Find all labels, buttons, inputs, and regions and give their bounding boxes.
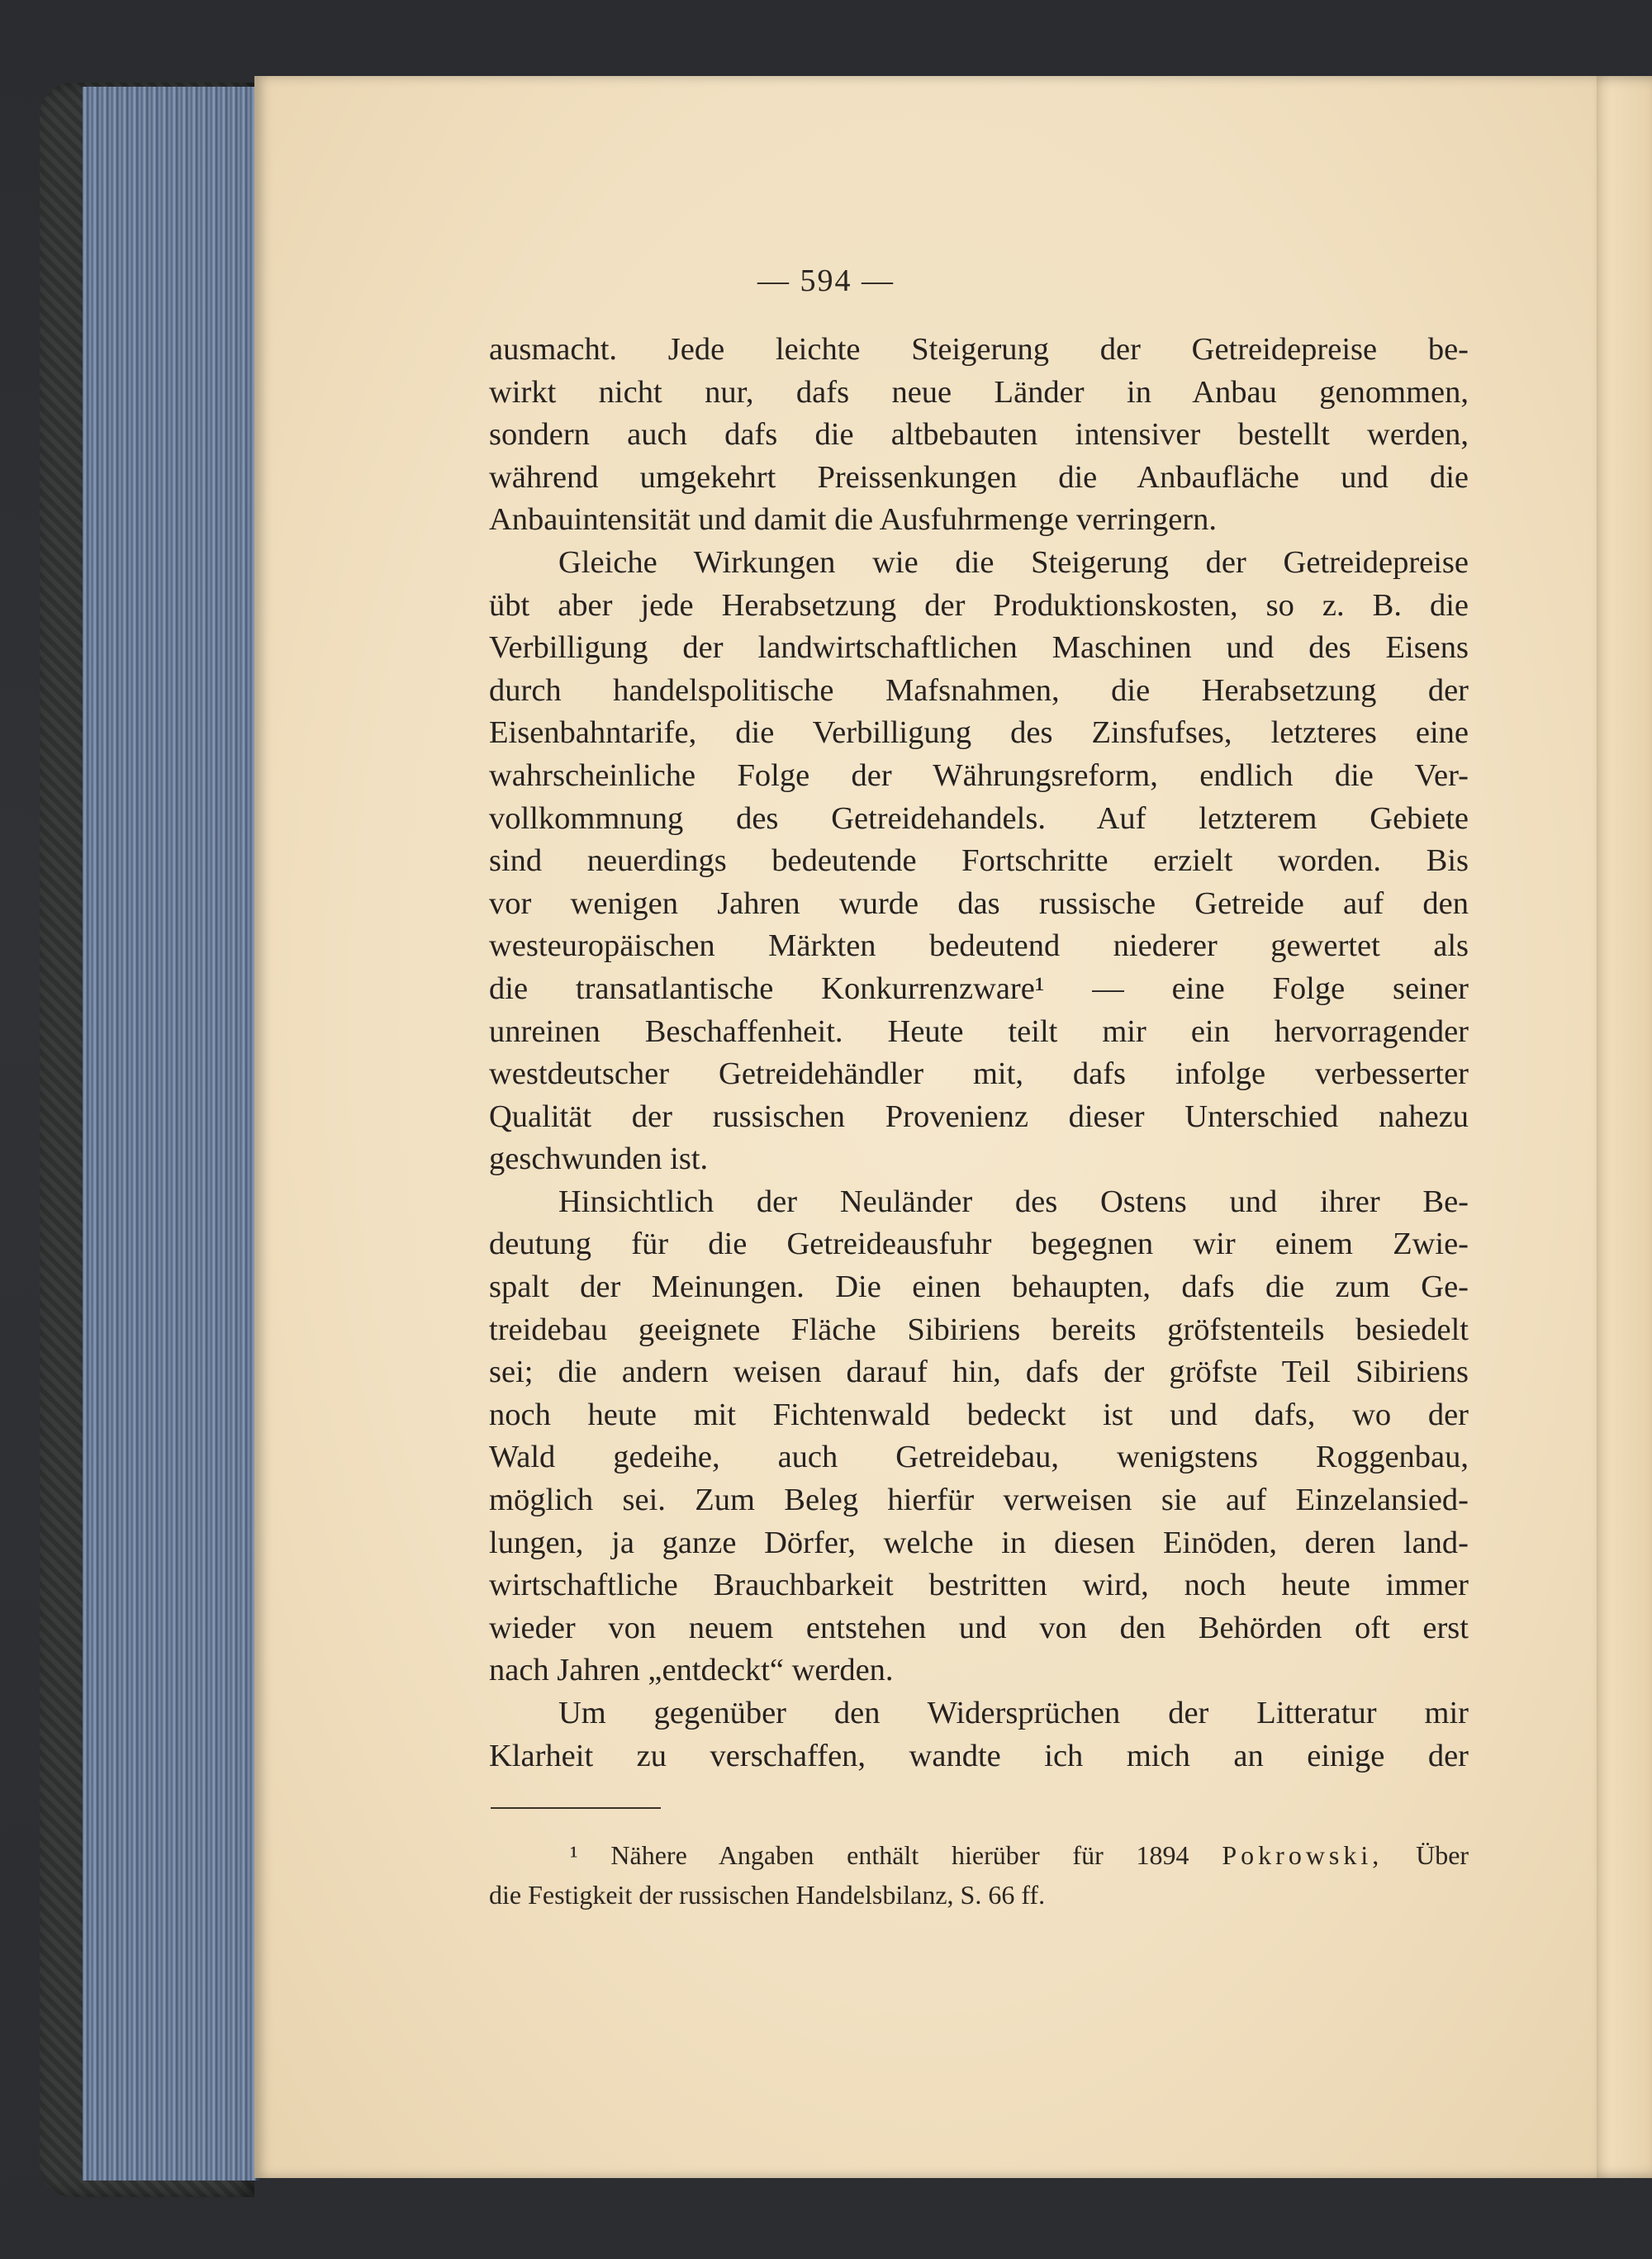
text-line: vollkommnung des Getreidehandels. Auf letzterem Gebiete <box>489 800 1469 836</box>
paragraph-start-line: Um gegenüber den Widersprüchen der Litteratur mir <box>558 1696 1469 1730</box>
text-line: Wald gedeihe, auch Getreidebau, wenigstens Roggenbau, <box>489 1440 1469 1475</box>
text-line: lungen, ja ganze Dörfer, welche in diesen Einöden, deren land- <box>489 1525 1469 1560</box>
footnote-mark: ¹ <box>570 1840 578 1870</box>
text-line: sei; die andern weisen darauf hin, dafs der gröfste Teil Sibiriens <box>489 1355 1469 1390</box>
text-line: Klarheit zu verschaffen, wandte ich mich an einige der <box>489 1738 1469 1773</box>
footnote-line <box>489 1835 1469 1875</box>
text-line: wirtschaftliche Brauchbarkeit bestritten wird, noch heute immer <box>489 1568 1469 1603</box>
text-line: Anbauintensität und damit die Ausfuhrmenge verringern. <box>489 502 1218 538</box>
page-edges <box>83 87 259 2181</box>
text-line: wieder von neuem entstehen und von den Behörden oft erst <box>489 1610 1469 1645</box>
footnote-author: Pokrowski, <box>1222 1840 1384 1870</box>
text-line: Eisenbahntarife, die Verbilligung des Zinsfufses, letzteres eine <box>489 715 1469 751</box>
text-line: sondern auch dafs die altbebauten intensiver bestellt werden, <box>489 417 1469 453</box>
footnote-text: Über <box>1416 1840 1469 1870</box>
text-line: unreinen Beschaffenheit. Heute teilt mir ein hervorragender <box>489 1013 1469 1049</box>
text-line: Qualität der russischen Provenienz dieser Unterschied nahezu <box>489 1099 1469 1134</box>
text-line: spalt der Meinungen. Die einen behaupten, dafs die zum Ge- <box>489 1270 1469 1305</box>
text-line: Verbilligung der landwirtschaftlichen Maschinen und des Eisens <box>489 630 1469 666</box>
text-line: westdeutscher Getreidehändler mit, dafs infolge verbesserter <box>489 1056 1469 1092</box>
footnote-text: Nähere Angaben enthält hierüber für 1894 <box>610 1840 1189 1870</box>
text-line: die transatlantische Konkurrenzware¹ — eine Folge seiner <box>489 971 1469 1006</box>
text-line: sind neuerdings bedeutende Fortschritte erzielt worden. Bis <box>489 843 1469 879</box>
text-line: vor wenigen Jahren wurde das russische Getreide auf den <box>489 885 1469 921</box>
text-line: möglich sei. Zum Beleg hierfür verweisen sie auf Einzelansied- <box>489 1483 1469 1518</box>
text-line: nach Jahren „entdeckt“ werden. <box>489 1653 894 1688</box>
text-line: ausmacht. Jede leichte Steigerung der Getreidepreise be- <box>489 332 1469 367</box>
footnote <box>489 1835 1469 1915</box>
paragraph-start-line: Gleiche Wirkungen wie die Steigerung der Getreidepreise <box>558 544 1469 580</box>
footnote-line: die Festigkeit der russischen Handelsbilanz, S. 66 ff. <box>489 1880 1046 1910</box>
paragraph-start-line: Hinsichtlich der Neuländer des Ostens und ihrer Be- <box>558 1184 1469 1219</box>
text-line: durch handelspolitische Mafsnahmen, die Herabsetzung der <box>489 672 1469 708</box>
footnote-rule <box>491 1807 661 1809</box>
body-text <box>489 329 1469 1777</box>
text-line: treidebau geeignete Fläche Sibiriens bereits gröfstenteils besiedelt <box>489 1312 1469 1347</box>
text-line: westeuropäischen Märkten bedeutend niederer gewertet als <box>489 928 1469 964</box>
text-line: wahrscheinliche Folge der Währungsreform, endlich die Ver- <box>489 757 1469 793</box>
text-line: deutung für die Getreideausfuhr begegnen wir einem Zwie- <box>489 1227 1469 1262</box>
text-line: wirkt nicht nur, dafs neue Länder in Anbau genommen, <box>489 374 1469 410</box>
text-line: noch heute mit Fichtenwald bedeckt ist und dafs, wo der <box>489 1397 1469 1432</box>
text-line: während umgekehrt Preissenkungen die Anbaufläche und die <box>489 459 1469 495</box>
page-number: — 594 — <box>757 263 895 298</box>
text-line: geschwunden ist. <box>489 1141 709 1177</box>
text-line: übt aber jede Herabsetzung der Produktionskosten, so z. B. die <box>489 587 1469 623</box>
